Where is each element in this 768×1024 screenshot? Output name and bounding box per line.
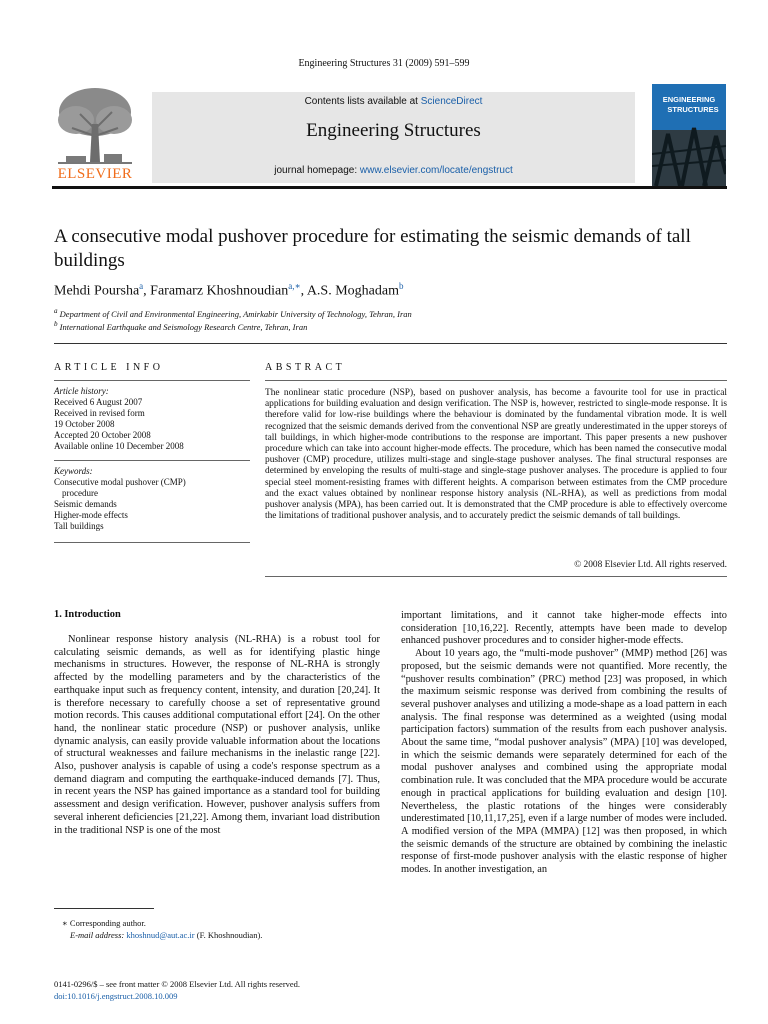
section-heading: 1. Introduction: [54, 609, 121, 620]
cover-title-line2: STRUCTURES: [667, 105, 719, 114]
author-separator: ,: [300, 283, 307, 299]
keywords-label: Keywords:: [54, 466, 93, 476]
article-info-rule: [54, 460, 250, 461]
author-name: Mehdi Poursha: [54, 283, 140, 299]
keyword: Seismic demands: [54, 499, 117, 509]
footnote-rule: [54, 908, 154, 909]
author-name: A.S. Moghadam: [306, 283, 399, 299]
abstract-text: The nonlinear static procedure (NSP), based on pushover analysis, has become a favourite tool for use in practical applications for building evaluation and design verification. The NSP is, however, restricted to single-mode response. It is therefore valid for low-rise buildings where the behaviour is dominated by the fundamental vibration mode. It is well recognized that the seismic demands derived from the conventional NSP are greatly underestimated in the upper storeys of tall buildings, in which higher-mode contributions to the response are important. This paper presents a new pushover procedure which can take into account higher-mode effects. The procedure, which has been named the consecutive modal pushover (CMP) procedure, utilizes multi-stage and single-stage pushover analyses. The final structural responses are determined by enveloping the results of multi-stage and single-stage pushover analyses. The procedure is applied to four special steel moment-resisting frames with different heights. A comparison between estimates from the CMP procedure and the exact values obtained by nonlinear response history analysis (NL-RHA), as well as predictions from modal pushover analysis (MPA), has been carried out. It is demonstrated that the CMP procedure is able to effectively overcome the limitations of traditional pushover analysis, and to accurately predict the seismic demands of tall buildings.: [265, 388, 727, 522]
issn-block: [54, 978, 300, 1002]
body-paragraph: About 10 years ago, the “multi-mode pushover” (MMP) method [26] was proposed, but the seismic demands were not quantified. More recently, the “pushover results combination” (PRC) method [23] was proposed, in which the maximum seismic response was derived from combining the results of several pushover analyses and utilizing a mode-shape as a load pattern in each analysis. The final response was determined as a weighted (using modal participation factors) summation of the results from each pushover analysis. About the same time, “modal pushover analysis” (MPA) [10] was developed, in which the seismic demands were separately determined for each of the modal pushover analyses and combined using the appropriate modal combination rule. It was concluded that the MPA procedure would be accurate enough in practical applications for building evaluation and design [10]. Nevertheless, the plastic rotations of the hinges were considerably underestimated [10,11,17,25], even if a large number of modes were included. A modified version of the MPA (MMPA) [12] was then proposed, in which the seismic demands of the structure are obtained by combining the inelastic response of first-mode pushover analysis with the elastic response of higher modes. In another investigation, an: [401, 648, 727, 876]
author-affil-mark[interactable]: b: [398, 281, 404, 291]
contents-line: [152, 96, 635, 107]
contents-prefix: Contents lists available at: [304, 96, 421, 107]
elsevier-wordmark: ELSEVIER: [57, 166, 133, 182]
affiliation-b: [54, 320, 734, 332]
history-entry: 19 October 2008: [54, 419, 115, 429]
homepage-line: [152, 165, 635, 176]
affiliation-text: Department of Civil and Environmental Engineering, Amirkabir University of Technology, Tehran, Iran: [57, 308, 412, 319]
issn-line: 0141-0296/$ – see front matter © 2008 Elsevier Ltd. All rights reserved.: [54, 979, 301, 989]
email-link[interactable]: khoshnud@aut.ac.ir: [126, 930, 195, 940]
author-separator: ,: [143, 283, 151, 299]
title-divider: [54, 343, 727, 344]
corresponding-author-note: ∗ Corresponding author.: [62, 918, 146, 928]
journal-cover-image: [652, 84, 726, 186]
abstract-rule: [265, 380, 727, 381]
article-history: [54, 386, 254, 452]
cover-title-line1: ENGINEERING: [662, 95, 716, 104]
journal-title: Engineering Structures: [306, 120, 481, 141]
body-paragraph: Nonlinear response history analysis (NL-RHA) is a robust tool for calculating seismic demands, as well as for identifying plastic hinge mechanisms in structures. However, the response of NL-RHA is strongly affected by the modelling parameters and by the characteristics of the earthquake input such as frequency content, intensity, and duration [20,24]. It is therefore necessary to carefully choose a set of representative ground motion records. This causes additional computational effort [24]. On the other hand, the nonlinear static procedure (NSP) or pushover analysis, unlike dynamic analysis, can easily provide valuable information about the locations of structural weaknesses and failure mechanisms in the inelastic range [22]. Also, pushover analysis is capable of using a code's response spectrum as a demand diagram and computing the earthquake-induced demands [7]. Thus, in recent years the NSP has gained importance as a standard tool for building assessment and design verification. However, pushover analysis suffers from several inherent deficiencies [21,22]. Among them, invariant load distribution in the traditional NSP is one of the most: [54, 634, 380, 836]
abstract-rule: [265, 576, 727, 577]
email-footnote: [70, 930, 262, 940]
email-label: E-mail address:: [70, 930, 127, 940]
body-paragraph: important limitations, and it cannot take higher-mode effects into consideration [10,16,22]. Recently, attempts have been made to develop enhanced pushover procedures and to consider higher-mode effects.: [401, 610, 727, 647]
affiliation-mark: b: [54, 320, 58, 328]
article-info-rule: [54, 380, 250, 381]
body-right-column: [401, 610, 727, 877]
keyword: procedure: [62, 488, 98, 498]
doi-link[interactable]: doi:10.1016/j.engstruct.2008.10.009: [54, 991, 178, 1001]
history-label: Article history:: [54, 386, 109, 396]
author-name: Faramarz Khoshnoudian: [150, 283, 289, 299]
homepage-link[interactable]: www.elsevier.com/locate/engstruct: [359, 165, 513, 176]
article-info-rule: [54, 542, 250, 543]
history-entry: Received in revised form: [54, 408, 145, 418]
email-suffix: (F. Khoshnoudian).: [194, 930, 263, 940]
article-title: A consecutive modal pushover procedure for estimating the seismic demands of tall buildings: [54, 226, 691, 271]
copyright-notice: © 2008 Elsevier Ltd. All rights reserved.: [574, 560, 727, 570]
keywords-block: [54, 466, 254, 532]
author-list: [54, 281, 734, 300]
header-divider: [52, 186, 727, 189]
affiliation-a: [54, 307, 734, 319]
abstract-heading: ABSTRACT: [265, 362, 346, 373]
article-info-heading: ARTICLE INFO: [54, 362, 164, 373]
body-left-column: [54, 634, 380, 837]
history-entry: Available online 10 December 2008: [54, 441, 184, 451]
keyword: Tall buildings: [54, 521, 104, 531]
author-affil-mark[interactable]: a,∗: [288, 281, 301, 291]
history-entry: Accepted 20 October 2008: [54, 430, 151, 440]
sciencedirect-link[interactable]: ScienceDirect: [420, 96, 483, 107]
homepage-prefix: journal homepage:: [274, 165, 360, 176]
journal-citation: Engineering Structures 31 (2009) 591–599: [298, 58, 470, 69]
keyword: Consecutive modal pushover (CMP): [54, 477, 186, 487]
affiliation-text: International Earthquake and Seismology Research Centre, Tehran, Iran: [57, 321, 308, 332]
affiliation-mark: a: [54, 307, 58, 315]
author-affil-mark[interactable]: a: [139, 281, 144, 291]
keyword: Higher-mode effects: [54, 510, 128, 520]
history-entry: Received 6 August 2007: [54, 397, 143, 407]
